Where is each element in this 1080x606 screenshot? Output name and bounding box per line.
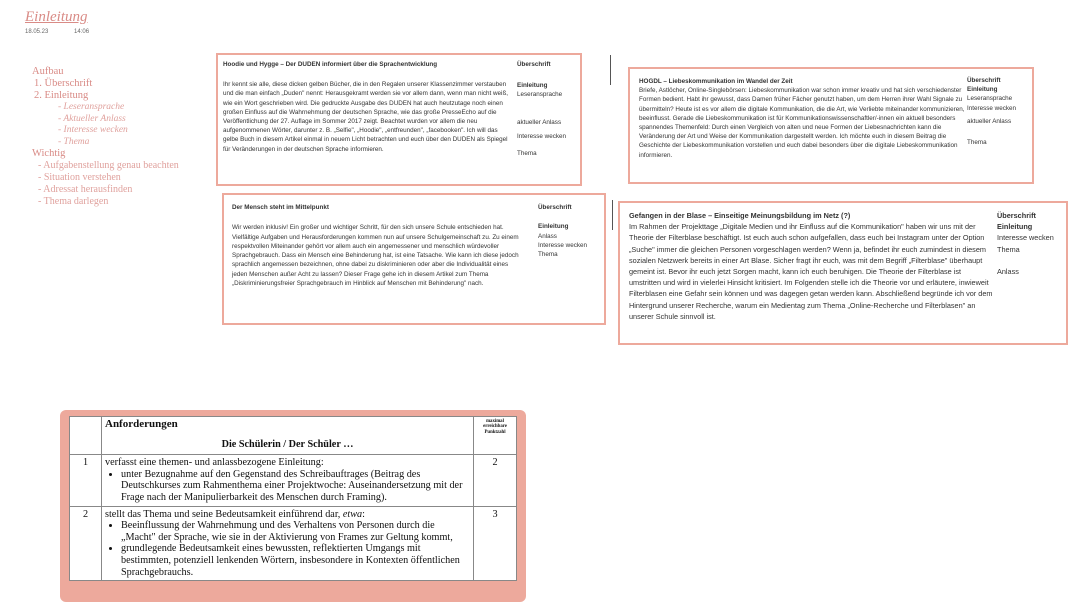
example-card-inklusion [222, 193, 606, 325]
table-row [70, 455, 517, 506]
criterion-bullet: • unter Bezugnahme auf den Gegenstand des Schreibauftrages (Beitrag des Deutschkurses zum Rahmenthema einer Projektwoche: Auseinandersetzung mit der Frage nach der Manipulierbarkeit des Menschen durch Framing). [121, 469, 470, 504]
card-title: Gefangen in der Blase – Einseitige Meinungsbildung im Netz (?) [629, 211, 851, 220]
note-meta [25, 29, 113, 35]
criterion-lead-emphasis: etwa [342, 508, 363, 520]
card-text: Wir werden inklusiv! Ein großer und wichtiger Schritt, für den sich unsere Schule entschieden hat. Vielfältige Aufgaben und Herausforderungen kommen nun auf unsere Schulgemeinschaft zu. Zu einem respektvollen Miteinander gehört vor allem auch ein angemessener und menschlich würdevoller Sprachgebrauch. Dass ein Mensch eine Behinderung hat, ist eine Tatsache. Wie kann ich diese jedoch sprachlich angemessen bezeichnen, ohne dabei zu diskriminieren oder aber die Individualität eines jeden Menschen außer Acht zu lassen? Dieser Frage gehe ich in diesem Artikel zum Thema „Diskriminierungsfreier Sprachgebrauch im Hinblick auf Menschen mit Behinderung" nach. [232, 224, 519, 288]
outline-bullet: - Situation verstehen [38, 172, 121, 183]
annotation: Einleitung [967, 86, 998, 94]
annotation: Überschrift [967, 77, 1001, 84]
outline-item: 2. Einleitung [34, 90, 89, 101]
row-number: 2 [70, 506, 102, 581]
note-date: 18.05.23 [25, 29, 49, 35]
outline-item: 1. Überschrift [34, 78, 93, 89]
annotation: Überschrift [538, 204, 572, 211]
annotation: Interesse wecken [538, 241, 588, 249]
annotation: Anlass [538, 232, 557, 240]
annotation: Leseransprache [967, 95, 1013, 103]
annotation: Überschrift [517, 61, 551, 68]
criterion-bullet: • Beeinflussung der Wahrnehmung und des Verhaltens von Personen durch die „Macht" der Sprache, wie sie in der Aktivierung von Frames zur Geltung kommt, [121, 520, 470, 543]
requirements-table [69, 416, 517, 581]
card-text: Briefe, Astlöcher, Online-Singlebörsen: Liebeskommunikation war schon immer kreativ und hat sich verschiedenster Formen bedient. Habt ihr gewusst, dass Damen früher Fächer genutzt haben, um dem Herren ihrer Wahl Signale zu übermitteln? Heute ist es vor allem die digitale Kommunikation, die die Art, wie Verliebte miteinander kommunizieren, beeinflusst. Gerade die Liebeskommunikation ist für Kommunikationswissenschaftler/-innen ein aktuell besonders spannendes Themenfeld: Durch einen Vergleich von alten und neue Formen der Liebesnachrichten kann die Veränderung der Art und Weise der Kommunikation dargestellt werden. Ich möchte euch in diesem Beitrag die Geschichte der Liebeskommunikation vorstellen und euch dabei besonders über die digitale Liebeskommunikation informieren. [639, 87, 965, 159]
annotation: Einleitung [538, 223, 569, 231]
outline-notes [32, 66, 212, 208]
annotation: Thema [517, 150, 537, 158]
card-annotations [538, 203, 587, 259]
example-card-duden [216, 53, 582, 186]
annotation: Thema [967, 139, 987, 147]
outline-bullet: - Adressat herausfinden [38, 184, 133, 195]
annotation: aktueller Anlass [967, 117, 1012, 125]
card-title: Hoodie und Hygge – Der DUDEN informiert über die Sprachentwicklung [223, 61, 438, 68]
outline-heading-important: Wichtig [32, 148, 66, 159]
outline-bullet: - Aufgabenstellung genau beachten [38, 160, 179, 171]
outline-heading: Aufbau [32, 66, 64, 77]
row-criterion: stellt das Thema und seine Bedeutsamkeit einführend dar, etwa: • Beeinflussung der Wahrnehmung und des Verhaltens von Personen durch die „Macht" der Sprache, wie sie in der Aktivierung von Frames zur Geltung kommt, • grundlegende Bedeutsamkeit eines bewussten, reflektierten Umgangs mit bestimmten, potenziell lenkenden Wörtern, insbesondere in Kontexten öffentlichen Sprachgebrauchs. [102, 506, 474, 581]
criterion-bullet: • grundlegende Bedeutsamkeit eines bewussten, reflektierten Umgangs mit bestimmten, potenziell lenkenden Wörtern, insbesondere in Kontexten öffentlichen Sprachgebrauchs. [121, 543, 470, 578]
points-header: maximal erreichbare Punktzahl [474, 417, 517, 455]
divider [612, 200, 613, 230]
card-annotations [997, 210, 1054, 277]
annotation: Anlass [997, 266, 1019, 276]
card-annotations [517, 60, 566, 158]
outline-subitem: - Interesse wecken [58, 125, 128, 135]
card-annotations [967, 76, 1016, 147]
card-text: Ihr kennt sie alle, diese dicken gelben Bücher, die in den Regalen unserer Klassenzimmer verstauben und die man einfach „Duden" nennt: Herausgekramt werden sie vor allem dann, wenn man nicht weiß, wie ein Wort geschrieben wird. Die gedruckte Ausgabe des DUDEN hat auch heutzutage noch einen großen Einfluss auf die Wahrnehmung der deutschen Sprache, wie das große PresseEcho auf die Veröffentlichung der 27. Auflage im Sommer 2017 zeigt. Beachtet wurden vor allem die neu aufgenommenen Wörter, darunter z. B. „Selfie", „Hoodie", „entfreunden", „facebooken". Ich will das gelbe Buch in diesem Artikel einmal in neuem Licht betrachten und euch über den DUDEN als Spiegel für Veränderungen in der deutschen Sprache informieren. [223, 81, 509, 153]
outline-subitem: - Thema [58, 136, 90, 147]
outline-bullet: - Thema darlegen [38, 196, 109, 207]
requirements-table-frame [60, 410, 526, 602]
annotation: Thema [538, 251, 558, 259]
table-row [70, 506, 517, 581]
card-title: Der Mensch steht im Mittelpunkt [232, 204, 329, 211]
example-card-filterblase [618, 201, 1068, 345]
annotation: Interesse wecken [967, 104, 1017, 112]
row-criterion [102, 455, 474, 506]
row-points: 3 [474, 506, 517, 581]
criterion-lead: stellt das Thema und seine Bedeutsamkeit einführend dar, [105, 508, 341, 520]
requirements-heading: Anforderungen [102, 417, 474, 433]
page-title: Einleitung [25, 9, 88, 25]
annotation: Überschrift [997, 211, 1036, 220]
annotation: Interesse wecken [517, 132, 567, 140]
note-time: 14:06 [74, 29, 90, 35]
annotation: Leseransprache [517, 91, 563, 99]
outline-subitem: - Aktueller Anlass [58, 113, 126, 124]
divider [610, 55, 611, 85]
card-title: HOGDL – Liebeskommunikation im Wandel der Zeit [639, 78, 793, 85]
annotation: Interesse wecken [997, 233, 1054, 243]
requirements-subject: Die Schülerin / Der Schüler … [102, 433, 474, 455]
annotation: Einleitung [517, 82, 548, 90]
card-text: Im Rahmen der Projekttage „Digitale Medien und ihr Einfluss auf die Kommunikation" haben wir uns mit der Theorie der Filterblase beschäftigt. Ist euch auch schon aufgefallen, dass euch bei Instagram unter der Option „Suche" immer die gleichen Personen vorgeschlagen werden? Wenn ja, befindet ihr euch zumindest in diesem sozialen Netzwerk bereits in einer Art Blase. Sicher fragt ihr euch, was mit dem Begriff „Filterblase" überhaupt gemeint ist. Bevor ihr euch jetzt Sorgen macht, kann ich euch beruhigen. Die Theorie der Filterblase ist umstritten und wird in vielerlei Hinsicht kritisiert. Im Folgenden stelle ich die Theorie vor und erläutere, inwieweit Filterblasen eine Gefahr sein können und was dagegen getan werden kann. Abschließend begründe ich vor dem Hintergrund unserer Recherche, warum ein Medientag zum Thema „Online-Recherche und Filterblasen" an unserer Schule sinnvoll ist. [629, 222, 993, 321]
annotation: Einleitung [997, 222, 1033, 232]
row-points: 2 [474, 455, 517, 506]
example-card-liebeskommunikation [628, 67, 1034, 184]
criterion-lead: verfasst eine themen- und anlassbezogene Einleitung: [105, 457, 324, 469]
row-number: 1 [70, 455, 102, 506]
outline-subitem: - Leseransprache [58, 102, 125, 112]
annotation: aktueller Anlass [517, 118, 562, 126]
annotation: Thema [997, 244, 1020, 254]
